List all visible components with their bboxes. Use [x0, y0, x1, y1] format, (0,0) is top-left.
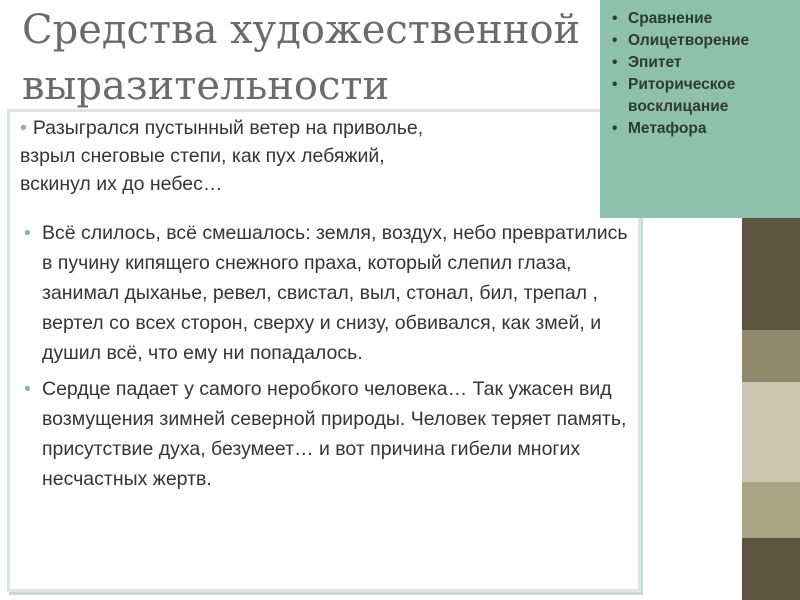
stripe-light [742, 382, 800, 482]
bullet-dot: • [612, 10, 618, 27]
bullet-list [24, 218, 634, 500]
intro-line: • Разыгрался пустынный ветер на приволье, [20, 117, 424, 139]
intro-line: вскинул их до небес… [20, 173, 223, 195]
devices-box [600, 0, 800, 218]
intro-paragraph [20, 114, 620, 198]
slide-title: Средства художественной выразительности [22, 7, 581, 109]
bullet-dot: • [24, 222, 31, 244]
device-item: • Риторическое восклицание [612, 76, 736, 115]
bullet-dot: • [612, 76, 618, 93]
device-item: • Олицетворение [612, 30, 788, 52]
devices-list [612, 8, 788, 140]
device-item: • Метафора [612, 118, 788, 140]
stripe-dark [742, 218, 800, 330]
list-item: • Всё слилось, всё смешалось: земля, воздух, небо превратились в пучину кипящего снежного праха, который слепил глаза, занимал дыханье, ревел, свистал, выл, стонал, бил, трепал , вертел со всех сторон, сверху и снизу, обвивался, как змей, и душил всё, что ему ни попадалось. [24, 218, 634, 368]
bullet-dot: • [20, 117, 27, 139]
bullet-dot: • [612, 54, 618, 71]
bullet-dot: • [612, 120, 618, 137]
bullet-dot: • [612, 32, 618, 49]
stripe-mid [742, 330, 800, 382]
stripe-dark-bottom [742, 538, 800, 600]
stripe-olive [742, 482, 800, 538]
device-item: • Сравнение [612, 8, 788, 30]
device-item: • Эпитет [612, 52, 788, 74]
list-item: • Сердце падает у самого неробкого человека… Так ужасен вид возмущения зимней северной природы. Человек теряет память, присутствие духа, безумеет… и вот причина гибели многих несчастных жертв. [24, 374, 634, 494]
bullet-dot: • [24, 378, 31, 400]
intro-line: взрыл снеговые степи, как пух лебяжий, [20, 145, 385, 167]
